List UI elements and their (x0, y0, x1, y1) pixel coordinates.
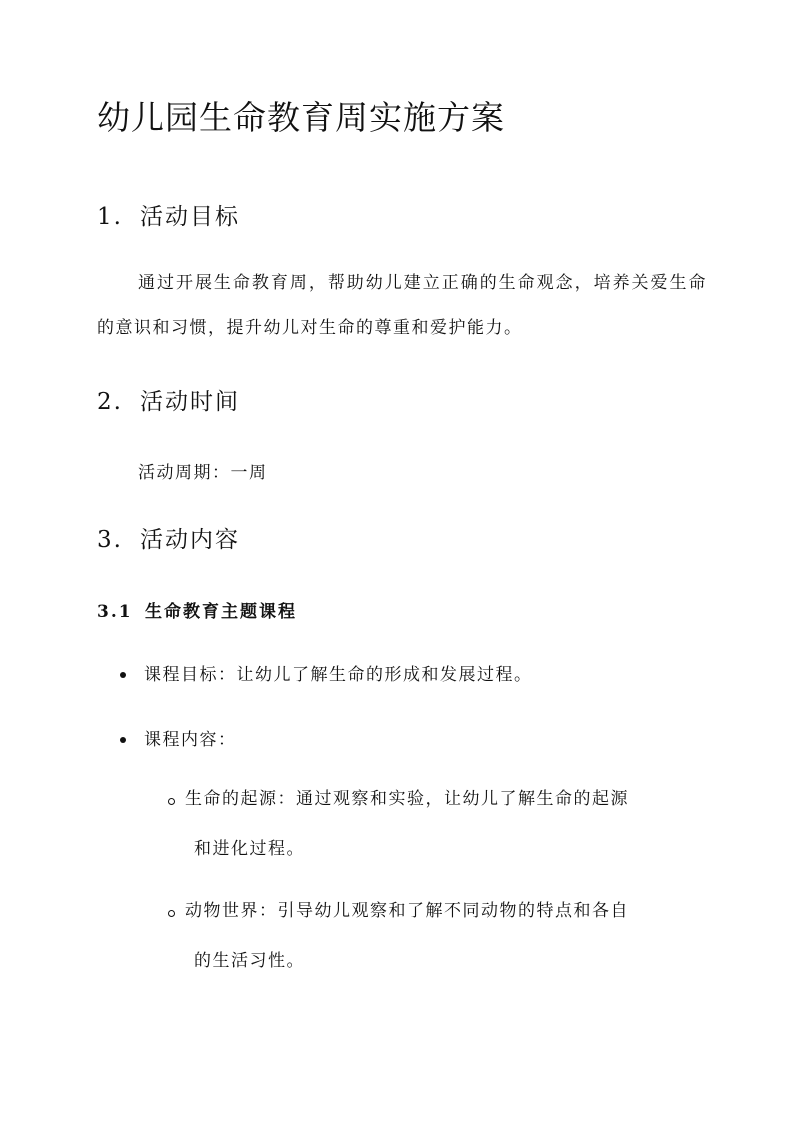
sub-list-item (168, 886, 708, 986)
goals-paragraph: 通过开展生命教育周，帮助幼儿建立正确的生命观念，培养关爱生命的意识和习惯，提升幼儿对生命的尊重和爱护能力。 (97, 273, 707, 338)
section-heading-time (97, 383, 240, 416)
sub-list-item-text: 动物世界：引导幼儿观察和了解不同动物的特点和各自 (185, 901, 629, 921)
list-item-text: 课程内容： (144, 730, 237, 750)
subsection-title: 生命教育主题课程 (145, 602, 297, 622)
section-number: 3. (97, 527, 123, 553)
list-item-text: 课程目标：让幼儿了解生命的形成和发展过程。 (144, 665, 533, 685)
sub-list-item-text: 生命的起源：通过观察和实验，让幼儿了解生命的起源 (185, 789, 629, 809)
circle-bullet-icon (168, 798, 175, 805)
section-heading-content (97, 521, 240, 554)
section-number: 2. (97, 389, 123, 415)
sub-list-item-continuation: 和进化过程。 (194, 839, 305, 859)
list-item (120, 725, 237, 750)
bullet-icon (120, 672, 126, 678)
sub-list-item (168, 774, 708, 874)
section-title: 活动目标 (140, 204, 240, 230)
section-number: 1. (97, 204, 123, 230)
circle-bullet-icon (168, 910, 175, 917)
section-heading-goals (97, 198, 240, 231)
time-text: 活动周期：一周 (138, 463, 268, 483)
section-title: 活动内容 (140, 527, 240, 553)
document-title: 幼儿园生命教育周实施方案 (97, 98, 505, 137)
subsection-heading (97, 597, 297, 622)
subsection-number: 3.1 (97, 602, 133, 622)
bullet-icon (120, 737, 126, 743)
sub-list-item-continuation: 的生活习性。 (194, 951, 305, 971)
list-item (120, 660, 533, 685)
section-title: 活动时间 (140, 389, 240, 415)
